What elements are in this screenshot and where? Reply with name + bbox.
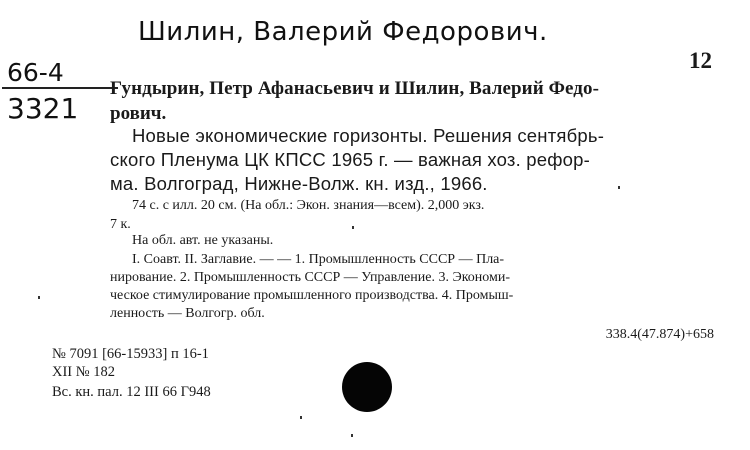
title-line-3: ма. Волгоград, Нижне-Волж. кн. изд., 1966.	[110, 173, 488, 194]
subject-line-1: I. Соавт. II. Заглавие. — — 1. Промышленность СССР — Пла-	[132, 252, 505, 267]
handwritten-code-top: 66-4	[7, 58, 64, 87]
code-divider-line	[2, 87, 118, 89]
speck-mark	[351, 434, 353, 437]
author-note: На обл. авт. не указаны.	[132, 233, 274, 248]
subject-line-4: ленность — Волгогр. обл.	[110, 306, 265, 321]
speck-mark	[38, 296, 40, 299]
collation-line-1: 74 с. с илл. 20 см. (На обл.: Экон. знания—всем). 2,000 экз.	[132, 198, 485, 213]
registration-line-3: Вс. кн. пал. 12 III 66 Г948	[52, 384, 211, 400]
collation-line-2: 7 к.	[110, 217, 131, 232]
speck-mark	[352, 226, 354, 229]
title-line-1: Новые экономические горизонты. Решения сентябрь-	[132, 125, 605, 146]
registration-line-2: XII № 182	[52, 364, 115, 380]
speck-mark	[618, 186, 620, 189]
handwritten-code-bottom: 3321	[7, 92, 79, 125]
handwritten-author-name: Шилин, Валерий Федорович.	[138, 17, 548, 47]
punch-hole	[342, 362, 392, 412]
card-number: 12	[689, 48, 712, 73]
registration-line-1: № 7091 [66-15933] п 16-1	[52, 346, 209, 362]
heading-line-2: рович.	[110, 103, 167, 124]
subject-line-3: ческое стимулирование промышленного производства. 4. Промыш-	[110, 288, 514, 303]
classification-code: 338.4(47.874)+658	[605, 327, 714, 342]
heading-line-1: Гундырин, Петр Афанасьевич и Шилин, Валерий Федо-	[110, 78, 600, 99]
speck-mark	[300, 416, 302, 419]
title-line-2: ского Пленума ЦК КПСС 1965 г. — важная хоз. рефор-	[110, 149, 591, 170]
subject-line-2: нирование. 2. Промышленность СССР — Управление. 3. Экономи-	[110, 270, 511, 285]
